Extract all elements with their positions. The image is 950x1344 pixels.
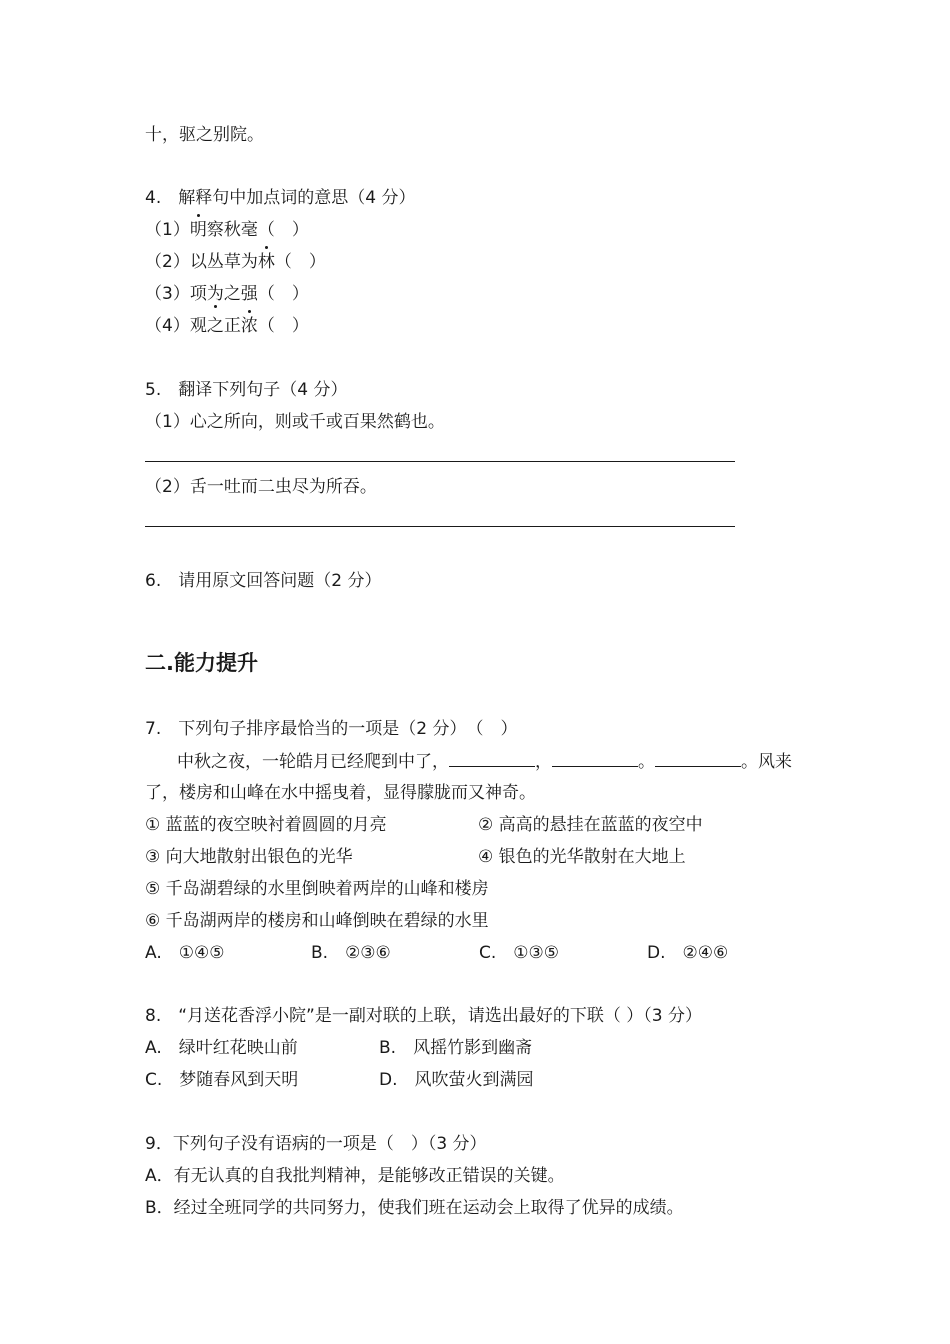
q7-option-4: ④ 银色的光华散射在大地上	[478, 847, 686, 867]
text-line: 十，驱之别院。	[145, 125, 264, 145]
q7-passage-line-2: 了，楼房和山峰在水中摇曳着，显得朦胧而又神奇。	[145, 783, 536, 803]
q8-answer-d: D. 风吹萤火到满园	[379, 1070, 534, 1090]
q7-answer-c: C. ①③⑤	[479, 943, 559, 963]
q9-option-b: B．经过全班同学的共同努力，使我们班在运动会上取得了优异的成绩。	[145, 1198, 684, 1218]
q7-option-6: ⑥ 千岛湖两岸的楼房和山峰倒映在碧绿的水里	[145, 911, 489, 931]
fill-blank	[552, 750, 638, 767]
q4-title: 4. 解释句中加点词的意思（4 分）	[145, 188, 416, 208]
dotted-char: 林	[257, 252, 275, 272]
q5-sentence-1: （1）心之所向，则或千或百果然鹤也。	[145, 412, 445, 432]
q7-answer-a: A. ①④⑤	[145, 943, 225, 963]
q6-title: 6. 请用原文回答问题（2 分）	[145, 571, 382, 591]
q7-option-3: ③ 向大地散射出银色的光华	[145, 847, 353, 867]
q7-option-2: ② 高高的悬挂在蓝蓝的夜空中	[478, 815, 703, 835]
q7-answer-d: D. ②④⑥	[647, 943, 729, 963]
q7-passage-line-1: 中秋之夜，一轮皓月已经爬到中了， ， 。 。风来	[177, 752, 792, 772]
q5-sentence-2: （2）舌一吐而二虫尽为所吞。	[145, 477, 377, 497]
q7-option-1: ① 蓝蓝的夜空映衬着圆圆的月亮	[145, 815, 387, 835]
q5-title: 5. 翻译下列句子（4 分）	[145, 380, 348, 400]
q8-title: 8. “月送花香浮小院”是一副对联的上联，请选出最好的下联（ ）（3 分）	[145, 1006, 702, 1026]
fill-blank	[655, 750, 741, 767]
q8-answer-b: B. 风摇竹影到幽斋	[379, 1038, 533, 1058]
dotted-char: 为	[206, 284, 224, 304]
fill-blank	[449, 750, 535, 767]
q4-item-1: （1）明察秋毫（ ）	[145, 220, 309, 240]
q7-option-5: ⑤ 千岛湖碧绿的水里倒映着两岸的山峰和楼房	[145, 879, 489, 899]
q9-title: 9．下列句子没有语病的一项是（ ）（3 分）	[145, 1134, 487, 1154]
section-heading: 二.能力提升	[145, 651, 258, 675]
q7-answer-b: B. ②③⑥	[311, 943, 391, 963]
dotted-char: 明	[189, 220, 207, 240]
dotted-char: 浓	[240, 316, 258, 336]
q8-answer-a: A. 绿叶红花映山前	[145, 1038, 298, 1058]
q4-item-3: （3）项为之强（ ）	[145, 284, 309, 304]
q7-title: 7. 下列句子排序最恰当的一项是（2 分） （ ）	[145, 719, 518, 739]
answer-line	[145, 526, 735, 527]
q4-item-2: （2）以丛草为林（ ）	[145, 252, 326, 272]
q4-item-4: （4）观之正浓（ ）	[145, 316, 309, 336]
answer-line	[145, 461, 735, 462]
q8-answer-c: C. 梦随春风到天明	[145, 1070, 299, 1090]
q9-option-a: A．有无认真的自我批判精神，是能够改正错误的关键。	[145, 1166, 565, 1186]
